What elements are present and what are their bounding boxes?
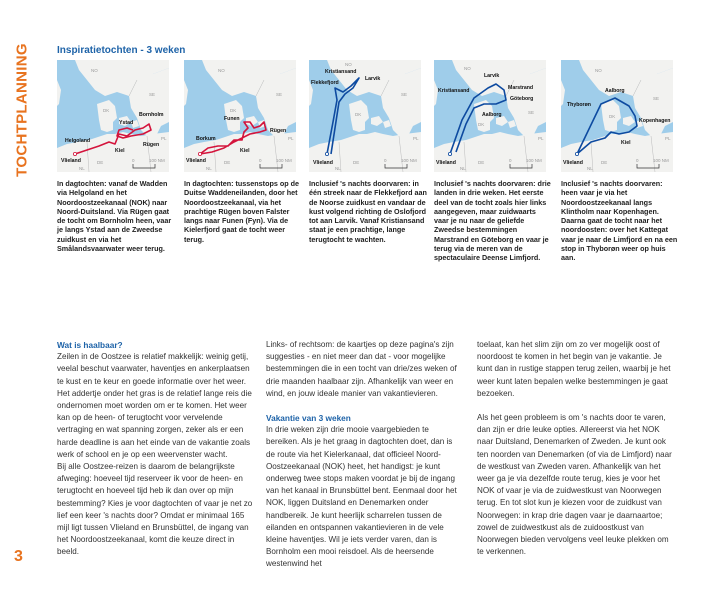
map-place: Kristiansand [438, 88, 470, 94]
country-code: NL [206, 166, 212, 171]
country-code: SE [653, 96, 660, 101]
route-map [561, 60, 673, 172]
scale-zero: 0 [132, 158, 135, 163]
country-code: NL [587, 166, 593, 171]
map-place: Kiel [621, 140, 631, 146]
country-code: DE [601, 160, 608, 165]
map-place: Vlieland [563, 160, 583, 166]
paragraph: Zeilen in de Oostzee is relatief makkelijk: weinig getij, veelal beschut vaarwater, haventjes en ankerplaatsen te kust en te keur en goede informatie over het weer. Het addertje onder het gras is de relatief lange reis die ondernomen moet worden om er te komen. Het weer kan op de heen- of terugtocht voor vervelende vertraging en wat spanning zorgen, zeker als er een harde deadline is aan het einde van de vakantie zoals werk of school en je op een weervenster wacht. [57, 352, 252, 459]
article-column-3 [477, 339, 673, 558]
route-map [434, 60, 546, 172]
country-code: NO [345, 62, 352, 67]
paragraph: Als het geen probleem is om 's nachts door te varen, dan zijn er drie leuke opties. Allereerst via het NOK naar Duitsland, Denemarken of Zweden. Je kunt ook ten noorden van Denemarken (of via de Limfjord) naar de westkust van Zweden varen. Afhankelijk van het weer ga je via dezelfde route terug, kies je voor het NOK of vaar je via de zuidwestkust van Noorwegen terug. En tot slot kun je kiezen voor de zuidkust van Noorwegen: in krap drie dagen vaar je daarnaartoe; zowel de zuidwestkust als de zuidoostkust van Noorwegen bieden vervolgens veel leuke plekken om te verkennen. [477, 413, 672, 557]
section-tab [10, 40, 34, 180]
map-place: Rügen [270, 128, 287, 134]
scale-zero: 0 [259, 158, 262, 163]
country-code: SE [401, 92, 408, 97]
map-place: Marstrand [508, 85, 534, 91]
country-code: DE [478, 160, 485, 165]
map-place: Kristiansand [325, 69, 357, 75]
route-map [309, 60, 421, 172]
map-place: Larvik [484, 73, 500, 79]
country-code: SE [149, 92, 156, 97]
scale-label: 100 NM [526, 158, 542, 163]
scale-label: 100 NM [149, 158, 165, 163]
country-code: DK [478, 122, 485, 127]
article-column-2 [266, 339, 462, 571]
scale-zero: 0 [509, 158, 512, 163]
route-description: In dagtochten: tussenstops op de Duitse Waddeneilanden, door het Noordoostzeekanaal, via het prachtige Rügen boven Falster langs naar Funen (Fyn). Via de Kielerfjord gaat de tocht weer terug. [184, 179, 300, 244]
country-code: NO [595, 68, 602, 73]
route-description: Inclusief 's nachts doorvaren: heen vaar je via het Noordoostzeekanaal langs Klintholm naar Kopenhagen. Daarna gaat de tocht naar het noordoosten: over het Kattegat vaar je naar de Limfjord en na een stop in Thyborøn weer op huis aan. [561, 179, 678, 263]
map-place: Larvik [365, 76, 381, 82]
map-place: Kopenhagen [639, 118, 671, 124]
page-number: 3 [14, 548, 23, 565]
country-code: PL [288, 136, 294, 141]
inspiration-title: Inspiratietochten - 3 weken [57, 45, 186, 56]
map-place: Vlieland [436, 160, 456, 166]
country-code: NL [79, 166, 85, 171]
country-code: SE [276, 92, 283, 97]
route-description: Inclusief 's nachts doorvaren: in één streek naar de Flekkefjord aan de Noorse zuidkust en vandaar de kust volgend richting de Oslofjord tot aan Larvik. Vanaf Kristiansand staat je een prachtige, lange terugtocht te wachten. [309, 179, 427, 244]
map-place: Aalborg [605, 88, 625, 94]
scale-zero: 0 [636, 158, 639, 163]
map-place: Thyborøn [567, 102, 591, 108]
country-code: DK [355, 112, 362, 117]
map-place: Kiel [240, 148, 250, 154]
map-place: Kiel [115, 148, 125, 154]
country-code: DK [609, 114, 616, 119]
country-code: PL [413, 136, 419, 141]
country-code: PL [665, 136, 671, 141]
route-map [184, 60, 296, 172]
country-code: NL [335, 166, 341, 171]
country-code: NL [460, 166, 466, 171]
country-code: DE [353, 160, 360, 165]
route-card [561, 60, 678, 263]
scale-label: 100 NM [276, 158, 292, 163]
map-place: Aalborg [482, 112, 502, 118]
map-place: Bornholm [139, 112, 164, 118]
country-code: NO [464, 66, 471, 71]
paragraph: toelaat, kan het slim zijn om zo ver mogelijk oost of noordoost te komen in het begin van je vakantie. Je kunt dan in rustige stappen terug zeilen, waarbij je het weer kunt laten bepalen welke bestemmingen je gaat bezoeken. [477, 340, 671, 398]
route-description: In dagtochten: vanaf de Wadden via Helgoland en het Noordoostzeekanaal (NOK) naar Noord-Duitsland. Via Rügen gaat de tocht om Bornholm heen, vaar je langs Ystad aan de Zweedse zuidkust en via het Smålandsvaarwater weer terug. [57, 179, 172, 254]
route-description: Inclusief 's nachts doorvaren: drie landen in drie weken. Het eerste deel van de tocht zoals hier links aangegeven, maar zuidwaarts vaar je nu naar de geliefde Zweedse bestemmingen Marstrand en Göteborg en vaar je terug via de meren van de spectaculaire Deense Limfjord. [434, 179, 551, 263]
paragraph: In drie weken zijn drie mooie vaargebieden te bereiken. Als je het graag in dagtochten doet, dan is de route via het Kielerkanaal, dat officieel Noord-Oostzeekanaal (NOK) heet, het handigst: je kunt onderweg twee stops maken voordat je bij de ingang van het kanaal in Brunsbüttel bent. Eenmaal door het NOK, liggen Duitsland en Denemarken onder handbereik. Je kunt heerlijk scharrelen tussen de eilanden en ontspannen vakantievieren in de vele kleine haventjes. Wil je iets verder varen, dan is Bornholm een mooi reisdoel. Als de heersende westenwind het [266, 425, 457, 569]
map-place: Göteborg [510, 96, 534, 102]
scale-label: 100 NM [401, 158, 417, 163]
country-code: NO [91, 68, 98, 73]
route-card [184, 60, 300, 244]
map-place: Flekkefjord [311, 80, 339, 86]
map-place: Funen [224, 116, 240, 122]
country-code: DE [97, 160, 104, 165]
section-heading: Wat is haalbaar? [57, 340, 123, 350]
route-card [434, 60, 551, 263]
country-code: DE [224, 160, 231, 165]
route-map [57, 60, 169, 172]
scale-zero: 0 [384, 158, 387, 163]
scale-label: 100 NM [653, 158, 669, 163]
paragraph: Links- of rechtsom: de kaartjes op deze pagina's zijn suggesties - en niet meer dan dat - voor mogelijke bestemmingen die in een tocht van drie/zes weken of drie maanden haalbaar zijn. Afhankelijk van weer en wind, en jouw ideale manier van vakantievieren. [266, 340, 457, 398]
country-code: DK [230, 108, 237, 113]
route-card [57, 60, 172, 254]
section-heading: Vakantie van 3 weken [266, 413, 351, 424]
map-place: Vlieland [61, 158, 81, 164]
map-place: Vlieland [313, 160, 333, 166]
country-code: SE [528, 110, 535, 115]
map-place: Rügen [143, 142, 160, 148]
map-place: Vlieland [186, 158, 206, 164]
country-code: PL [538, 136, 544, 141]
country-code: DK [103, 108, 110, 113]
article-column-1 [57, 339, 253, 559]
country-code: NO [218, 68, 225, 73]
map-place: Borkum [196, 136, 216, 142]
country-code: PL [161, 136, 167, 141]
paragraph: Bij alle Oostzee-reizen is daarom de belangrijkste afweging: hoeveel tijd reserveer ik voor de heen- en terugtocht en hoeveel tijd heb ik dan over op mijn bestemming? Kies je voor dagtochten of vaar je net zo lief een keer 's nachts door? Omdat er minimaal 165 mijl ligt tussen Vlieland en Brunsbüttel, de ingang van het Noordoostzeekanaal, komt die keuze direct in beeld. [57, 462, 253, 557]
route-card [309, 60, 427, 244]
map-place: Helgoland [65, 138, 91, 144]
map-place: Ystad [119, 120, 134, 126]
section-tab-label: TOCHTPLANNING [13, 43, 31, 177]
